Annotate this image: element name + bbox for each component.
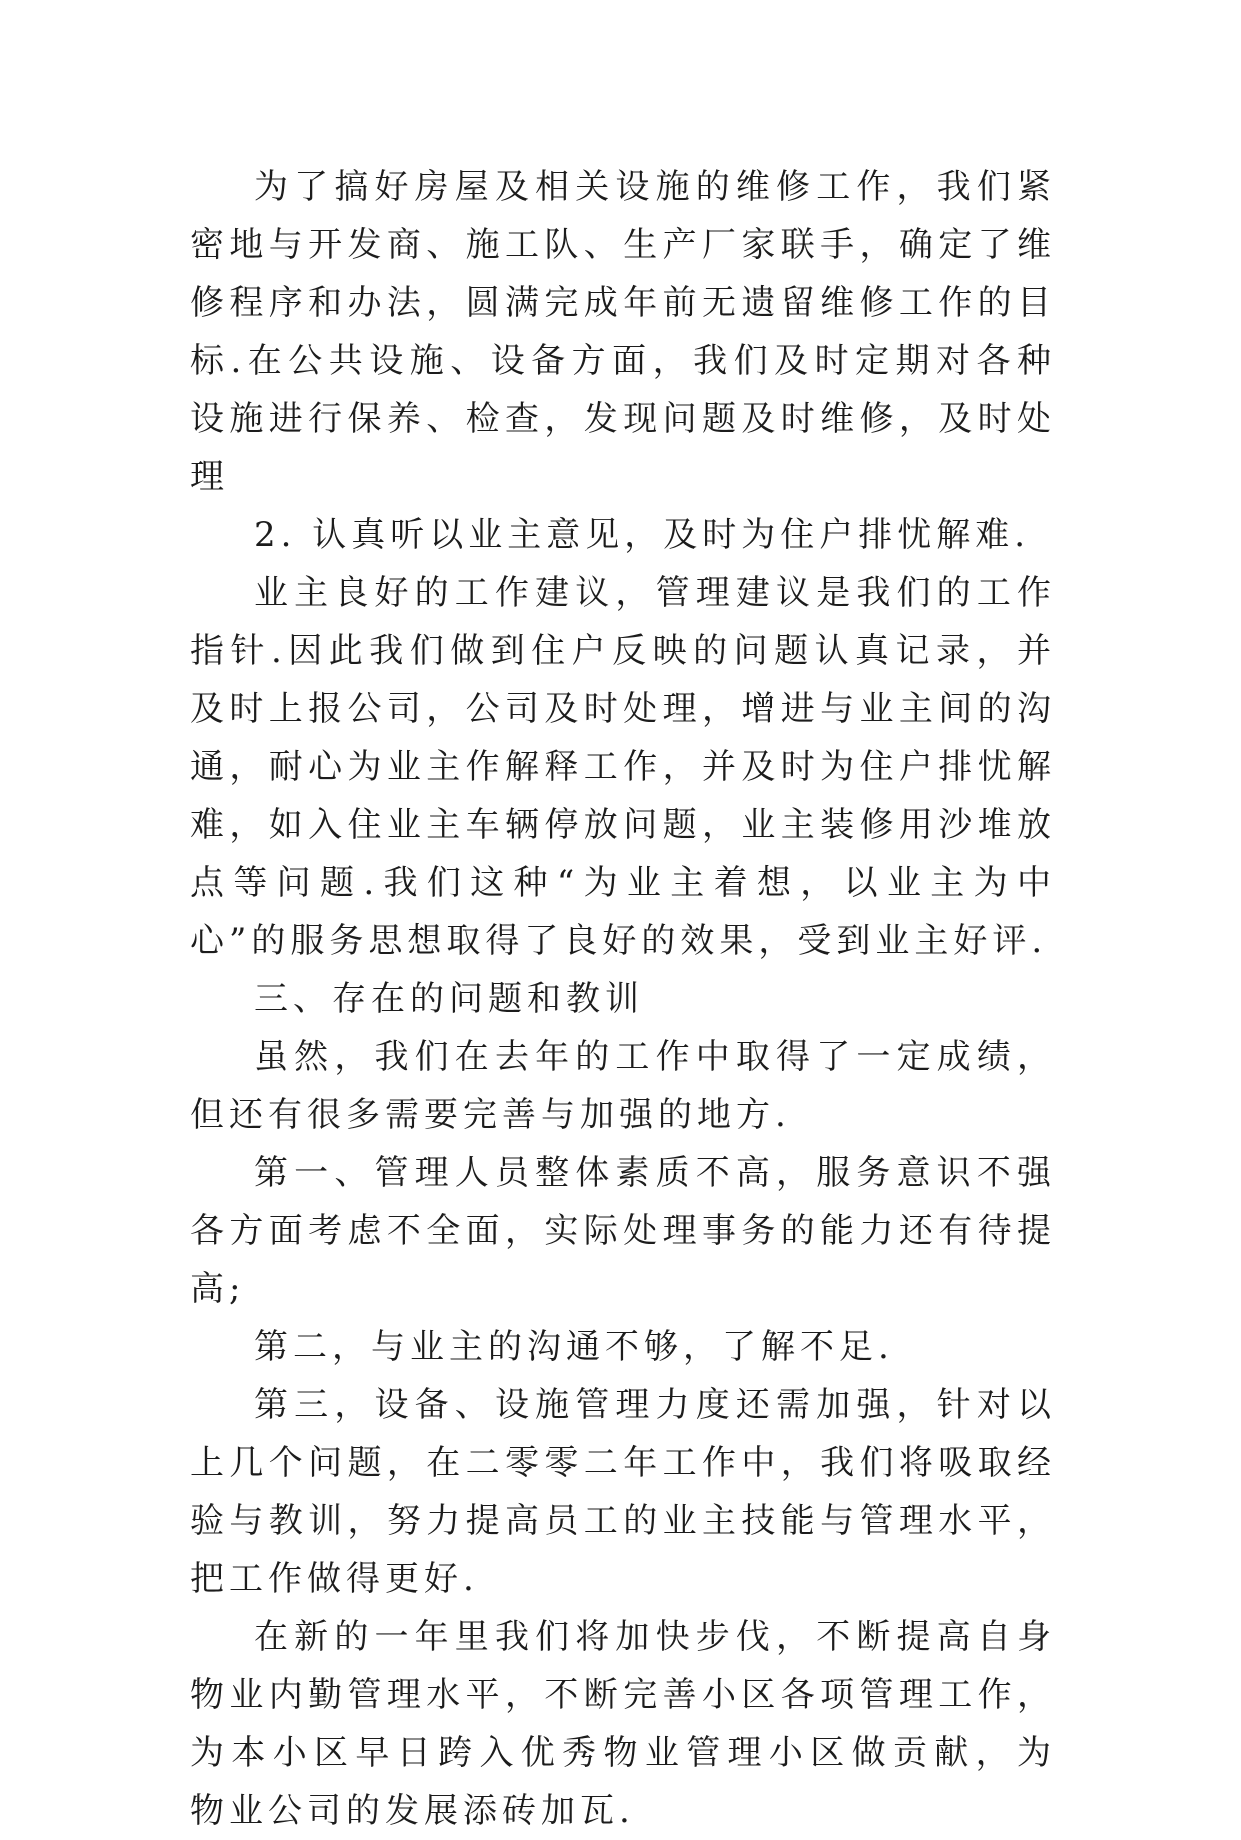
paragraph-owner-feedback: 业主良好的工作建议，管理建议是我们的工作指针.因此我们做到住户反映的问题认真记录，并及时上报公司，公司及时处理，增进与业主间的沟通，耐心为业主作解释工作，并及时为住户排忧解难，如入住业主车辆停放问题，业主装修用沙堆放点等问题.我们这种“为业主着想，以业主为中心”的服务思想取得了良好的效果，受到业主好评. (190, 573, 1056, 961)
paragraph-heading-2: 2. 认真听以业主意见，及时为住户排忧解难. (254, 515, 1031, 555)
paragraph-third-issue: 第三，设备、设施管理力度还需加强，针对以上几个问题，在二零零二年工作中，我们将吸取经验与教训，努力提高员工的业主技能与管理水平，把工作做得更好. (190, 1385, 1056, 1599)
paragraph-second-issue: 第二，与业主的沟通不够，了解不足. (254, 1327, 894, 1367)
section-heading-problems: 三、存在的问题和教训 (254, 979, 644, 1019)
paragraph-first-issue: 第一、管理人员整体素质不高，服务意识不强各方面考虑不全面，实际处理事务的能力还有待提高; (190, 1153, 1056, 1309)
document-body (190, 158, 1056, 1840)
paragraph-although: 虽然，我们在去年的工作中取得了一定成绩，但还有很多需要完善与加强的地方. (190, 1037, 1056, 1135)
paragraph-new-year: 在新的一年里我们将加快步伐，不断提高自身物业内勤管理水平，不断完善小区各项管理工作，为本小区早日跨入优秀物业管理小区做贡献，为 物业公司的发展添砖加瓦. (190, 1617, 1056, 1831)
paragraph-maintenance: 为了搞好房屋及相关设施的维修工作，我们紧密地与开发商、施工队、生产厂家联手，确定了维修程序和办法，圆满完成年前无遗留维修工作的目标.在公共设施、设备方面，我们及时定期对各种设施进行保养、检查，发现问题及时维修，及时处理 (190, 167, 1056, 497)
